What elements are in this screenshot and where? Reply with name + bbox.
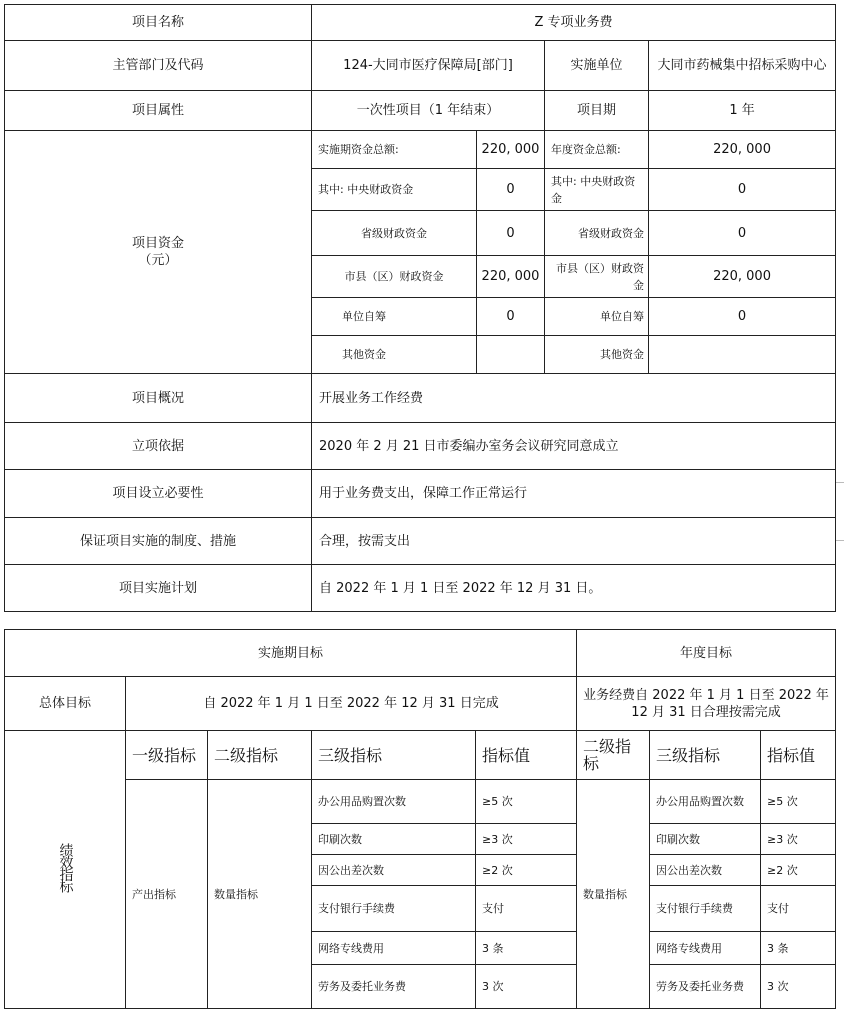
overall-period-goal: 自 2022 年 1 月 1 日至 2022 年 12 月 31 日完成 bbox=[126, 677, 577, 731]
row-necessity bbox=[5, 470, 836, 518]
funds-right-label: 其他资金 bbox=[545, 336, 649, 374]
impl-unit-value: 大同市药械集中招标采购中心 bbox=[649, 41, 836, 91]
level2-header: 二级指标 bbox=[208, 731, 312, 780]
funds-left-label: 单位自筹 bbox=[312, 298, 477, 336]
annual-goal-header: 年度目标 bbox=[577, 630, 836, 677]
project-name-value: Z 专项业务费 bbox=[312, 5, 836, 41]
indicator-name: 劳务及委托业务费 bbox=[312, 965, 476, 1009]
funds-left-value: 0 bbox=[477, 211, 545, 256]
attribute-value: 一次性项目（1 年结束） bbox=[312, 91, 545, 131]
indicator-header-row bbox=[5, 731, 836, 780]
annual-indicator-name: 办公用品购置次数 bbox=[650, 780, 761, 824]
annual-level2-value: 数量指标 bbox=[577, 780, 650, 1009]
indicator-name: 印刷次数 bbox=[312, 824, 476, 855]
funds-right-label: 市县（区）财政资金 bbox=[545, 256, 649, 298]
annual-indicator-value: ≥2 次 bbox=[761, 855, 836, 886]
funds-left-label: 省级财政资金 bbox=[312, 211, 477, 256]
level1-header: 一级指标 bbox=[126, 731, 208, 780]
period-value: 1 年 bbox=[649, 91, 836, 131]
indicator-name: 办公用品购置次数 bbox=[312, 780, 476, 824]
funds-left-value: 220, 000 bbox=[477, 256, 545, 298]
goals-table bbox=[4, 629, 836, 1009]
indicator-value: ≥5 次 bbox=[476, 780, 577, 824]
funds-right-label: 省级财政资金 bbox=[545, 211, 649, 256]
annual-indicator-value: 3 条 bbox=[761, 932, 836, 965]
measures-label: 保证项目实施的制度、措施 bbox=[5, 518, 312, 565]
annual-indicator-value: ≥5 次 bbox=[761, 780, 836, 824]
funds-right-value bbox=[649, 336, 836, 374]
value-header: 指标值 bbox=[476, 731, 577, 780]
indicator-row bbox=[5, 780, 836, 824]
plan-value: 自 2022 年 1 月 1 日至 2022 年 12 月 31 日。 bbox=[312, 565, 836, 612]
indicator-name: 因公出差次数 bbox=[312, 855, 476, 886]
annual-indicator-value: 3 次 bbox=[761, 965, 836, 1009]
overall-goal-label: 总体目标 bbox=[5, 677, 126, 731]
annual-level2-header: 二级指标 bbox=[577, 731, 650, 780]
annual-indicator-value: 支付 bbox=[761, 886, 836, 932]
annual-indicator-value: ≥3 次 bbox=[761, 824, 836, 855]
page-edge-mark bbox=[836, 540, 844, 541]
row-attribute bbox=[5, 91, 836, 131]
department-value: 124-大同市医疗保障局[部门] bbox=[312, 41, 545, 91]
necessity-label: 项目设立必要性 bbox=[5, 470, 312, 518]
funds-right-label: 年度资金总额: bbox=[545, 131, 649, 169]
level1-value: 产出指标 bbox=[126, 780, 208, 1009]
annual-indicator-name: 网络专线费用 bbox=[650, 932, 761, 965]
funds-right-value: 0 bbox=[649, 298, 836, 336]
period-goal-header: 实施期目标 bbox=[5, 630, 577, 677]
funds-left-label: 实施期资金总额: bbox=[312, 131, 477, 169]
row-overview bbox=[5, 374, 836, 423]
funds-right-value: 220, 000 bbox=[649, 256, 836, 298]
funds-right-label: 单位自筹 bbox=[545, 298, 649, 336]
funds-right-value: 0 bbox=[649, 169, 836, 211]
performance-indicator-label-cell bbox=[5, 731, 126, 1009]
necessity-value: 用于业务费支出，保障工作正常运行 bbox=[312, 470, 836, 518]
measures-value: 合理，按需支出 bbox=[312, 518, 836, 565]
goals-header-row bbox=[5, 630, 836, 677]
indicator-value: 3 次 bbox=[476, 965, 577, 1009]
indicator-name: 支付银行手续费 bbox=[312, 886, 476, 932]
funds-left-value: 220, 000 bbox=[477, 131, 545, 169]
indicator-value: 支付 bbox=[476, 886, 577, 932]
page-edge-mark bbox=[836, 482, 844, 483]
overall-goal-row bbox=[5, 677, 836, 731]
basis-label: 立项依据 bbox=[5, 423, 312, 470]
level3-header: 三级指标 bbox=[312, 731, 476, 780]
annual-indicator-name: 因公出差次数 bbox=[650, 855, 761, 886]
funds-row bbox=[5, 131, 836, 169]
overall-annual-goal: 业务经费自 2022 年 1 月 1 日至 2022 年 12 月 31 日合理按需完成 bbox=[577, 677, 836, 731]
funds-right-value: 0 bbox=[649, 211, 836, 256]
annual-level3-header: 三级指标 bbox=[650, 731, 761, 780]
basis-value: 2020 年 2 月 21 日市委编办室务会议研究同意成立 bbox=[312, 423, 836, 470]
funds-label-cell bbox=[5, 131, 312, 374]
row-measures bbox=[5, 518, 836, 565]
annual-indicator-name: 劳务及委托业务费 bbox=[650, 965, 761, 1009]
funds-label: 项目资金 bbox=[131, 236, 184, 251]
period-label: 项目期 bbox=[545, 91, 649, 131]
funds-left-label: 市县（区）财政资金 bbox=[312, 256, 477, 298]
funds-left-value: 0 bbox=[477, 298, 545, 336]
funds-unit: （元） bbox=[138, 253, 178, 268]
funds-left-label: 其他资金 bbox=[312, 336, 477, 374]
performance-indicator-label: 绩效指标 bbox=[57, 843, 74, 891]
funds-right-label: 其中: 中央财政资金 bbox=[545, 169, 649, 211]
project-name-label: 项目名称 bbox=[5, 5, 312, 41]
level2-value: 数量指标 bbox=[208, 780, 312, 1009]
indicator-value: 3 条 bbox=[476, 932, 577, 965]
project-info-table bbox=[4, 4, 836, 612]
annual-value-header: 指标值 bbox=[761, 731, 836, 780]
overview-label: 项目概况 bbox=[5, 374, 312, 423]
overview-value: 开展业务工作经费 bbox=[312, 374, 836, 423]
funds-left-value bbox=[477, 336, 545, 374]
row-plan bbox=[5, 565, 836, 612]
department-label: 主管部门及代码 bbox=[5, 41, 312, 91]
funds-left-value: 0 bbox=[477, 169, 545, 211]
funds-right-value: 220, 000 bbox=[649, 131, 836, 169]
annual-indicator-name: 支付银行手续费 bbox=[650, 886, 761, 932]
annual-indicator-name: 印刷次数 bbox=[650, 824, 761, 855]
row-basis bbox=[5, 423, 836, 470]
impl-unit-label: 实施单位 bbox=[545, 41, 649, 91]
indicator-value: ≥2 次 bbox=[476, 855, 577, 886]
attribute-label: 项目属性 bbox=[5, 91, 312, 131]
row-department bbox=[5, 41, 836, 91]
row-project-name bbox=[5, 5, 836, 41]
indicator-name: 网络专线费用 bbox=[312, 932, 476, 965]
plan-label: 项目实施计划 bbox=[5, 565, 312, 612]
indicator-value: ≥3 次 bbox=[476, 824, 577, 855]
funds-left-label: 其中: 中央财政资金 bbox=[312, 169, 477, 211]
